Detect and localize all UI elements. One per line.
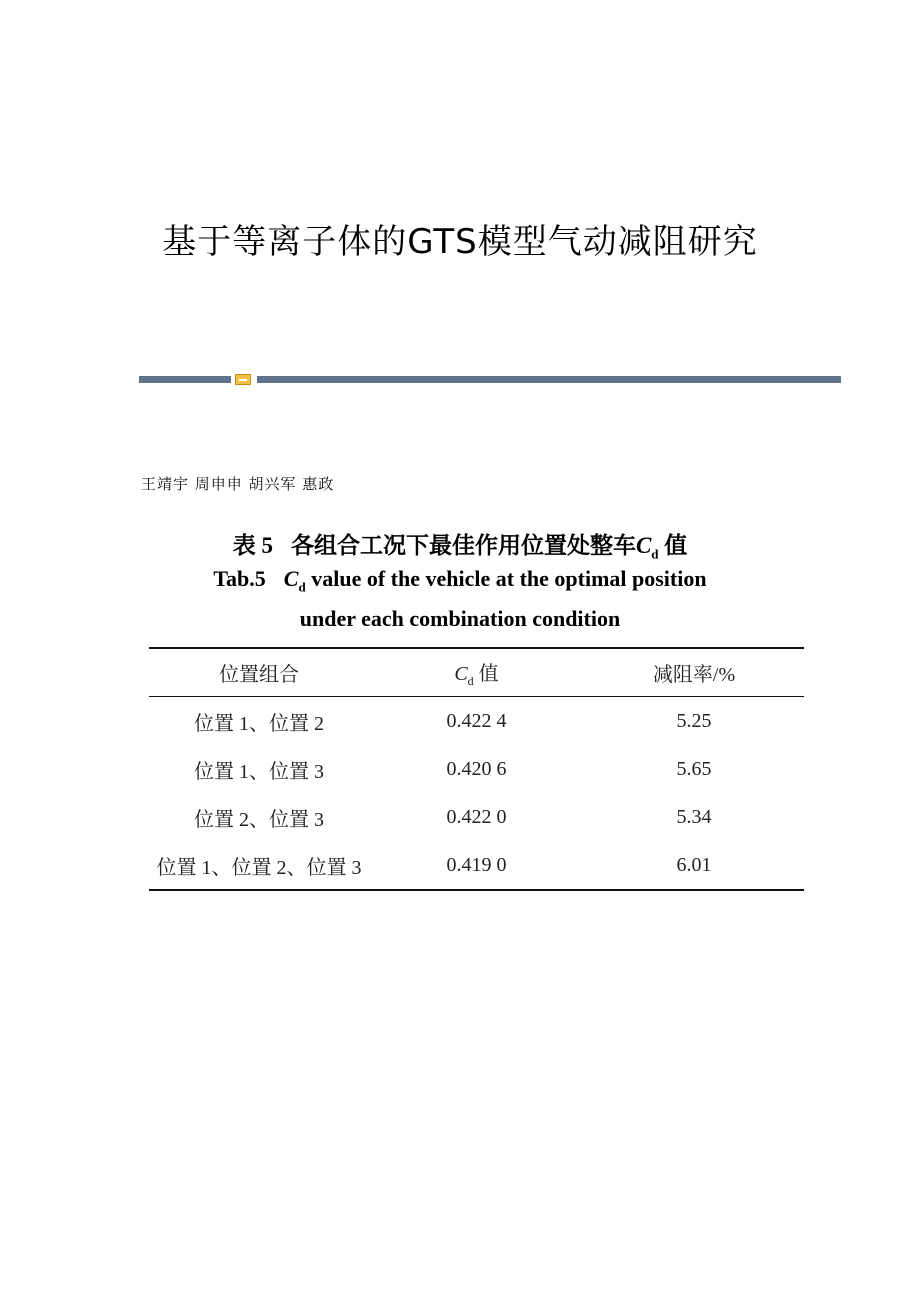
author-list: 王靖宇 周申申 胡兴军 惠政 bbox=[141, 475, 335, 493]
table-caption-en-text1: value of the vehicle at the optimal position bbox=[311, 566, 707, 591]
divider-bar-left bbox=[139, 376, 231, 383]
table-caption-en-line1 bbox=[0, 566, 920, 595]
cell-rate: 5.25 bbox=[676, 709, 712, 732]
table-caption-en-symbol: C bbox=[283, 566, 299, 591]
cell-combo: 位置 1、位置 2 bbox=[194, 712, 324, 735]
table-row bbox=[149, 745, 804, 793]
cell-cd: 0.422 4 bbox=[446, 709, 507, 732]
table-row bbox=[149, 793, 804, 841]
cell-cd: 0.420 6 bbox=[446, 757, 507, 780]
cell-rate: 5.65 bbox=[676, 757, 712, 780]
title-divider bbox=[139, 374, 841, 384]
table-caption-en-line2: under each combination condition bbox=[299, 606, 621, 631]
table-caption-cn-label: 表 5 bbox=[232, 533, 273, 558]
table-row bbox=[149, 697, 804, 746]
table-caption-en-label: Tab.5 bbox=[213, 566, 266, 591]
header-drag-reduction: 减阻率/% bbox=[584, 648, 804, 697]
cell-rate: 5.34 bbox=[676, 805, 712, 828]
header-cd-symbol: C bbox=[454, 662, 468, 685]
results-table bbox=[149, 647, 804, 891]
table-caption-en-symbol-sub: d bbox=[298, 579, 306, 595]
header-cd-value bbox=[369, 648, 584, 697]
table-caption-cn-symbol-sub: d bbox=[651, 546, 659, 562]
cell-combo: 位置 2、位置 3 bbox=[194, 808, 324, 831]
divider-bar-right bbox=[257, 376, 841, 383]
cell-rate: 6.01 bbox=[584, 841, 804, 890]
cell-cd: 0.422 0 bbox=[446, 805, 507, 828]
document-title: 基于等离子体的GTS模型气动减阻研究 bbox=[162, 222, 758, 262]
table-row bbox=[149, 841, 804, 890]
header-cd-sub: d bbox=[467, 673, 474, 688]
header-position-combo: 位置组合 bbox=[149, 648, 369, 697]
cell-cd: 0.419 0 bbox=[369, 841, 584, 890]
header-cd-suffix: 值 bbox=[478, 662, 499, 685]
table-header-row bbox=[149, 648, 804, 697]
divider-emblem-icon bbox=[235, 374, 251, 385]
table-caption-cn bbox=[0, 527, 920, 563]
table-caption-cn-suffix: 值 bbox=[664, 533, 688, 558]
cell-combo: 位置 1、位置 2、位置 3 bbox=[149, 841, 369, 890]
table-caption-cn-symbol: C bbox=[635, 533, 652, 558]
table-caption-cn-text: 各组合工况下最佳作用位置处整车 bbox=[290, 533, 636, 558]
cell-combo: 位置 1、位置 3 bbox=[194, 760, 324, 783]
